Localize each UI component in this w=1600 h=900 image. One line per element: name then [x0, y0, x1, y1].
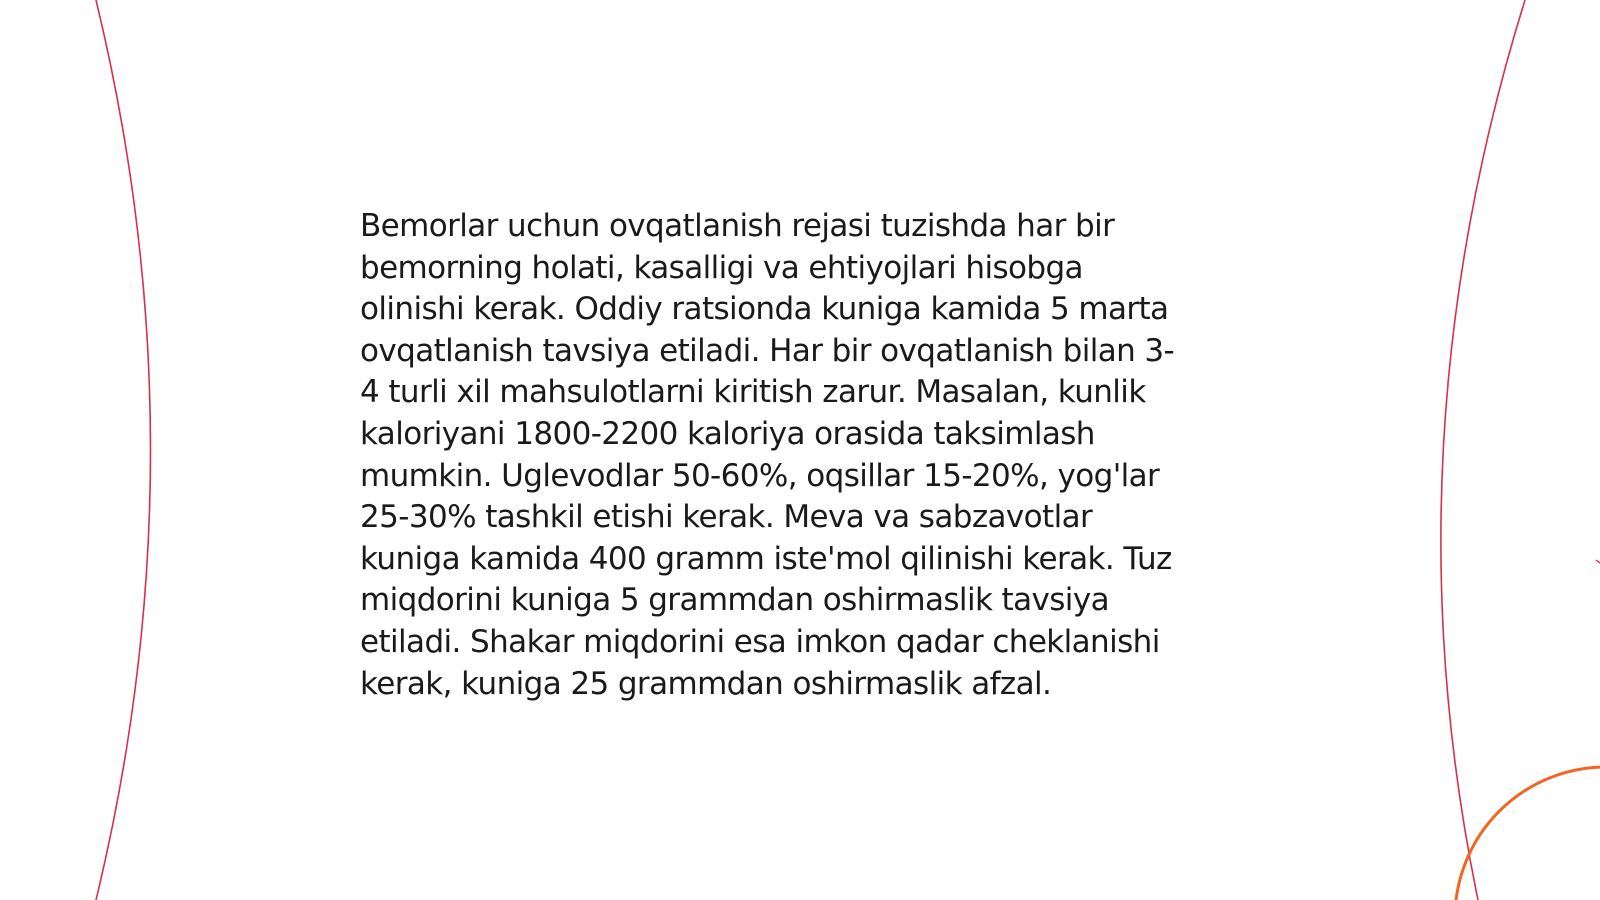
paragraph-line: miqdorini kuniga 5 grammdan oshirmaslik tavsiya — [360, 582, 1109, 619]
paragraph-line: kerak, kuniga 25 grammdan oshirmaslik afzal. — [360, 665, 1052, 702]
paragraph-line: kuniga kamida 400 gramm iste'mol qilinishi kerak. Tuz — [360, 540, 1172, 577]
right-edge-tick — [1596, 560, 1600, 563]
paragraph-line: Bemorlar uchun ovqatlanish rejasi tuzishda har bir — [360, 208, 1115, 244]
paragraph-line: mumkin. Uglevodlar 50-60%, oqsillar 15-20%, yog'lar — [360, 457, 1160, 494]
paragraph-line: 4 turli xil mahsulotlarni kiritish zarur. Masalan, kunlik — [360, 374, 1146, 411]
paragraph-line: ovqatlanish tavsiya etiladi. Har bir ovqatlanish bilan 3- — [360, 332, 1175, 369]
orange-accent-circle — [1455, 767, 1600, 900]
left-curve-line — [96, 0, 151, 900]
body-paragraph — [360, 206, 1260, 705]
right-curve-line — [1441, 0, 1525, 900]
paragraph-line: kaloriyani 1800-2200 kaloriya orasida taksimlash — [360, 415, 1095, 452]
paragraph-line: 25-30% tashkil etishi kerak. Meva va sabzavotlar — [360, 499, 1093, 536]
paragraph-line: bemorning holati, kasalligi va ehtiyojlari hisobga — [360, 249, 1083, 286]
paragraph-line: etiladi. Shakar miqdorini esa imkon qadar cheklanishi — [360, 623, 1160, 660]
paragraph-line: olinishi kerak. Oddiy ratsionda kuniga kamida 5 marta — [360, 291, 1169, 328]
